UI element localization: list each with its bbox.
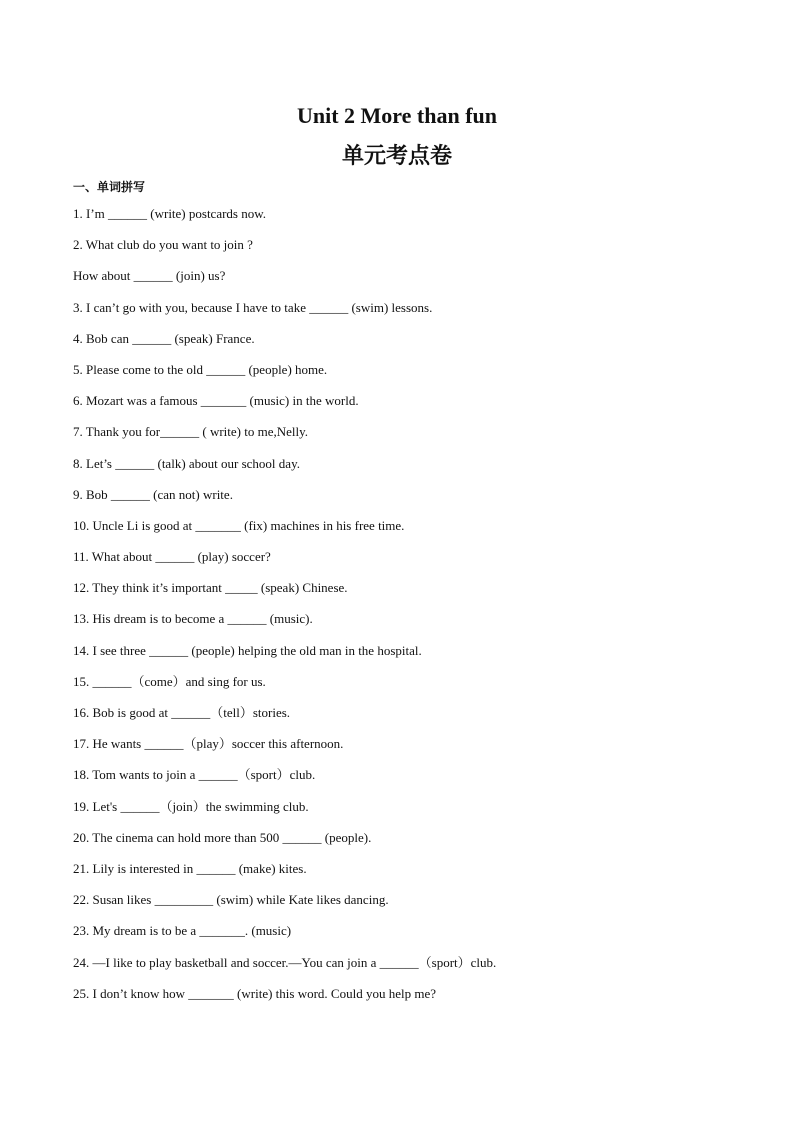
question-line: 25. I don’t know how _______ (write) this word. Could you help me? [73, 985, 436, 1001]
question-line: 20. The cinema can hold more than 500 ______ (people). [73, 829, 372, 845]
question-line: 18. Tom wants to join a ______（sport）club. [73, 767, 316, 783]
question-line: 17. He wants ______（play）soccer this afternoon. [73, 736, 344, 752]
section-heading: 一、单词拼写 [73, 180, 146, 194]
question-line: 1. I’m ______ (write) postcards now. [73, 206, 267, 221]
question-list [73, 205, 753, 1016]
question-line: 13. His dream is to become a ______ (music). [73, 611, 313, 627]
question-line: 4. Bob can ______ (speak) France. [73, 330, 255, 346]
question-line: 21. Lily is interested in ______ (make) kites. [73, 860, 307, 876]
question-line: 10. Uncle Li is good at _______ (fix) machines in his free time. [73, 517, 405, 533]
question-line: 15. ______（come）and sing for us. [73, 673, 266, 689]
question-line: 8. Let’s ______ (talk) about our school day. [73, 455, 300, 471]
question-line: 16. Bob is good at ______（tell）stories. [73, 705, 291, 720]
question-line: 5. Please come to the old ______ (people) home. [73, 361, 328, 377]
question-line: 24. —I like to play basketball and soccer.—You can join a ______（sport）club. [73, 954, 497, 970]
question-line: 9. Bob ______ (can not) write. [73, 486, 233, 502]
question-line: How about ______ (join) us? [73, 268, 226, 284]
question-line: 19. Let's ______（join）the swimming club. [73, 798, 309, 814]
page-title: Unit 2 More than fun [296, 103, 498, 128]
question-line: 3. I can’t go with you, because I have to take ______ (swim) lessons. [73, 299, 433, 315]
question-line: 11. What about ______ (play) soccer? [73, 549, 271, 565]
question-line: 23. My dream is to be a _______. (music) [73, 923, 292, 939]
page-subtitle: 单元考点卷 [341, 144, 452, 169]
question-line: 12. They think it’s important _____ (speak) Chinese. [73, 580, 348, 596]
question-line: 22. Susan likes _________ (swim) while Kate likes dancing. [73, 892, 389, 908]
question-line: 2. What club do you want to join ? [73, 237, 253, 253]
question-line: 6. Mozart was a famous _______ (music) in the world. [73, 393, 359, 409]
question-line: 7. Thank you for______ ( write) to me,Nelly. [73, 424, 309, 440]
question-line: 14. I see three ______ (people) helping the old man in the hospital. [73, 642, 422, 658]
